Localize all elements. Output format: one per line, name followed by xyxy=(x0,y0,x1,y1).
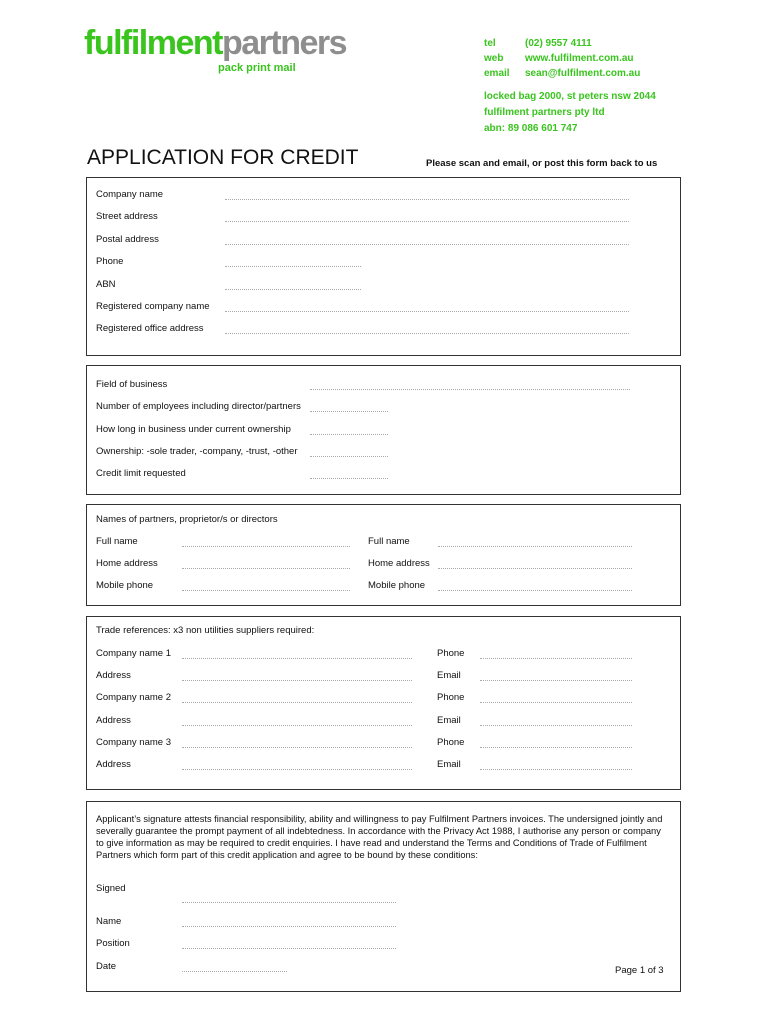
signed-label: Signed xyxy=(96,883,126,894)
page-title: APPLICATION FOR CREDIT xyxy=(87,146,359,169)
trade-phone-1-field[interactable] xyxy=(480,658,632,659)
trade-phone-2-label: Phone xyxy=(437,692,465,703)
date-label: Date xyxy=(96,961,117,972)
trade-address-3-label: Address xyxy=(96,759,131,770)
trade-address-3-field[interactable] xyxy=(182,769,412,770)
email-link[interactable]: sean@fulfilment.com.au xyxy=(525,68,641,79)
partner-2-full-name-label: Full name xyxy=(368,536,410,547)
time-in-business-field[interactable] xyxy=(310,434,388,435)
street-address-label: Street address xyxy=(96,211,158,222)
trade-email-2-field[interactable] xyxy=(480,725,632,726)
registered-office-address-field[interactable] xyxy=(225,333,629,334)
partner-1-mobile-label: Mobile phone xyxy=(96,580,154,591)
trade-company-3-field[interactable] xyxy=(182,747,412,748)
partner-1-home-address-label: Home address xyxy=(96,558,158,569)
trade-email-3-field[interactable] xyxy=(480,769,632,770)
trade-address-1-label: Address xyxy=(96,670,131,681)
name-field[interactable] xyxy=(182,926,396,927)
trade-email-1-field[interactable] xyxy=(480,680,632,681)
trade-references-section xyxy=(86,616,681,790)
trade-email-3-label: Email xyxy=(437,759,461,770)
trade-company-3-label: Company name 3 xyxy=(96,737,171,748)
company-logo xyxy=(84,24,346,62)
field-of-business-field[interactable] xyxy=(310,389,630,390)
trade-email-1-label: Email xyxy=(437,670,461,681)
position-label: Position xyxy=(96,938,130,949)
registered-office-address-label: Registered office address xyxy=(96,323,204,334)
employee-count-label: Number of employees including director/partners xyxy=(96,401,301,412)
credit-limit-label: Credit limit requested xyxy=(96,468,186,479)
partner-2-home-address-field[interactable] xyxy=(438,568,632,569)
trade-phone-1-label: Phone xyxy=(437,648,465,659)
trade-address-2-field[interactable] xyxy=(182,725,412,726)
street-address-field[interactable] xyxy=(225,221,629,222)
employee-count-field[interactable] xyxy=(310,411,388,412)
partner-1-home-address-field[interactable] xyxy=(182,568,350,569)
company-name-label: Company name xyxy=(96,189,164,200)
trade-address-1-field[interactable] xyxy=(182,680,412,681)
web-link[interactable]: www.fulfilment.com.au xyxy=(525,53,634,64)
credit-limit-field[interactable] xyxy=(310,478,388,479)
phone-label: Phone xyxy=(96,256,124,267)
trade-phone-3-field[interactable] xyxy=(480,747,632,748)
trade-phone-2-field[interactable] xyxy=(480,702,632,703)
trade-address-2-label: Address xyxy=(96,715,131,726)
trade-company-1-field[interactable] xyxy=(182,658,412,659)
ownership-type-field[interactable] xyxy=(310,456,388,457)
address-line-3: abn: 89 086 601 747 xyxy=(484,123,578,134)
tel-label: tel xyxy=(484,38,496,49)
trade-company-2-field[interactable] xyxy=(182,702,412,703)
partner-1-mobile-field[interactable] xyxy=(182,590,350,591)
partner-2-mobile-label: Mobile phone xyxy=(368,580,426,591)
phone-field[interactable] xyxy=(225,266,361,267)
postal-address-field[interactable] xyxy=(225,244,629,245)
partner-2-full-name-field[interactable] xyxy=(438,546,632,547)
logo-text-partners: partners xyxy=(221,24,347,62)
signature-field[interactable] xyxy=(182,902,396,903)
page-number: Page 1 of 3 xyxy=(615,965,664,976)
terms-paragraph: Applicant’s signature attests financial responsibility, ability and willingness to pay Fulfilment Partners invoices. The undersigned jointly and severally guarantee the prompt payment of all indebtedness. In accordance with the Privacy Act 1988, I authorise any person or company to give information as may be required to credit enquiries. I have read and understand the Terms and Conditions of Trade of Fulfilment Partners which form part of this credit application and agree to be bound by these conditions: xyxy=(96,814,663,860)
name-label: Name xyxy=(96,916,122,927)
field-of-business-label: Field of business xyxy=(96,379,168,390)
trade-company-1-label: Company name 1 xyxy=(96,648,171,659)
trade-references-heading: Trade references: x3 non utilities suppliers required: xyxy=(96,625,315,636)
address-line-1: locked bag 2000, st peters nsw 2044 xyxy=(484,91,656,102)
trade-company-2-label: Company name 2 xyxy=(96,692,171,703)
postal-address xyxy=(484,89,656,137)
partner-2-mobile-field[interactable] xyxy=(438,590,632,591)
abn-field[interactable] xyxy=(225,289,361,290)
partner-2-home-address-label: Home address xyxy=(368,558,430,569)
ownership-type-label: Ownership: -sole trader, -company, -trust, -other xyxy=(96,446,298,457)
company-name-field[interactable] xyxy=(225,199,629,200)
tel-value: (02) 9557 4111 xyxy=(525,38,592,49)
logo-text-fulfilment: fulfilment xyxy=(84,24,222,62)
partner-1-full-name-field[interactable] xyxy=(182,546,350,547)
time-in-business-label: How long in business under current ownership xyxy=(96,424,291,435)
postal-address-label: Postal address xyxy=(96,234,159,245)
address-line-2: fulfilment partners pty ltd xyxy=(484,107,605,118)
form-instructions: Please scan and email, or post this form back to us xyxy=(426,158,658,169)
logo-tagline: pack print mail xyxy=(218,62,296,74)
trade-phone-3-label: Phone xyxy=(437,737,465,748)
partner-1-full-name-label: Full name xyxy=(96,536,138,547)
email-label: email xyxy=(484,68,510,79)
web-label: web xyxy=(484,53,504,64)
contact-values xyxy=(525,36,640,81)
contact-labels xyxy=(484,36,510,81)
registered-company-name-field[interactable] xyxy=(225,311,629,312)
trade-email-2-label: Email xyxy=(437,715,461,726)
partners-heading: Names of partners, proprietor/s or directors xyxy=(96,514,278,525)
registered-company-name-label: Registered company name xyxy=(96,301,210,312)
date-field[interactable] xyxy=(182,971,287,972)
abn-label: ABN xyxy=(96,279,116,290)
position-field[interactable] xyxy=(182,948,396,949)
